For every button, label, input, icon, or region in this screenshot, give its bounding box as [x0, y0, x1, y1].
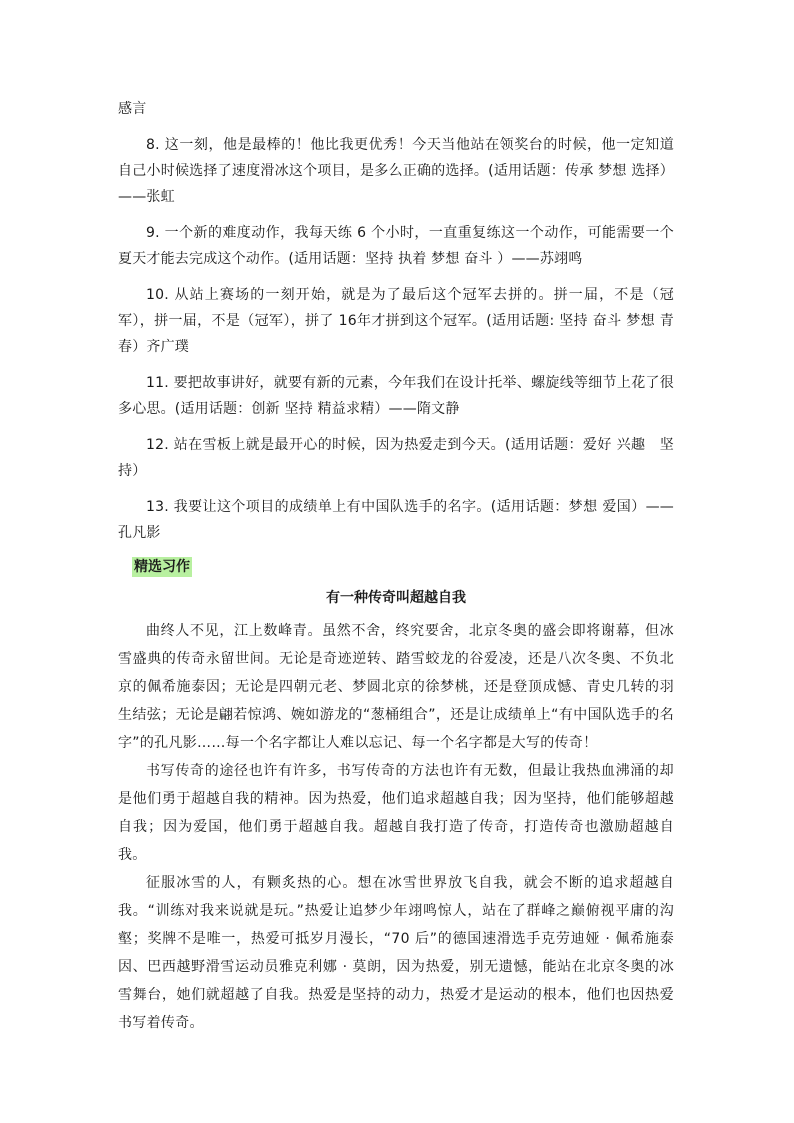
intro-line: 感言	[118, 101, 147, 117]
quote-item: 9. 一个新的难度动作，我每天练 6 个小时，一直重复练这一个动作，可能需要一个夏天才能去完成这个动作。(适用话题：坚持 执着 梦想 奋斗 ）——苏翊鸣	[118, 225, 674, 267]
quote-item: 11. 要把故事讲好，就要有新的元素，今年我们在设计托举、螺旋线等细节上花了很多心思。(适用话题：创新 坚持 精益求精）——隋文静	[118, 375, 674, 417]
quote-item: 10. 从站上赛场的一刻开始，就是为了最后这个冠军去拼的。拼一届，不是（冠军），拼一届，不是（冠军），拼了 16年才拼到这个冠军。(适用话题: 坚持 奋斗 梦想 青春）齐广璞	[118, 287, 674, 355]
document-body	[118, 96, 674, 1037]
essay-paragraph: 书写传奇的途径也许有许多，书写传奇的方法也许有无数，但最让我热血沸涌的却是他们勇于超越自我的精神。因为热爱，他们追求超越自我；因为坚持，他们能够超越自我；因为爱国，他们勇于超越自我。超越自我打造了传奇，打造传奇也激励超越自我。	[118, 763, 674, 863]
quote-item: 13. 我要让这个项目的成绩单上有中国队选手的名字。(适用话题：梦想 爱国）——孔凡影	[118, 499, 674, 541]
essay-paragraph: 征服冰雪的人，有颗炙热的心。想在冰雪世界放飞自我，就会不断的追求超越自我。“训练对我来说就是玩。”热爱让追梦少年翊鸣惊人，站在了群峰之巅俯视平庸的沟壑；奖牌不是唯一，热爱可抵岁月漫长，“70 后”的德国速滑选手克劳迪娅 · 佩希施泰因、巴西越野滑雪运动员雅克利娜 · 莫朗，因为热爱，别无遗憾，能站在北京冬奥的冰雪舞台，她们就超越了自我。热爱是坚持的动力，热爱才是运动的根本，他们也因热爱书写着传奇。	[118, 875, 674, 1031]
section-label-highlight: 精选习作	[134, 559, 190, 575]
quote-item: 12. 站在雪板上就是最开心的时候，因为热爱走到今天。(适用话题：爱好 兴趣 坚持）	[118, 437, 674, 479]
quote-item: 8. 这一刻，他是最棒的！他比我更优秀！今天当他站在领奖台的时候，他一定知道自己小时候选择了速度滑冰这个项目，是多么正确的选择。(适用话题：传承 梦想 选择）——张虹	[118, 137, 674, 205]
essay-paragraph: 曲终人不见，江上数峰青。虽然不舍，终究要舍，北京冬奥的盛会即将谢幕，但冰雪盛典的传奇永留世间。无论是奇迹逆转、踏雪蛟龙的谷爱凌，还是八次冬奥、不负北京的佩希施泰因；无论是四朝元老、梦圆北京的徐梦桃，还是登顶成憾、青史几转的羽生结弦；无论是翩若惊鸿、婉如游龙的“葱桶组合”，还是让成绩单上“有中国队选手的名字”的孔凡影……每一个名字都让人难以忘记、每一个名字都是大写的传奇！	[118, 623, 674, 751]
essay-title: 有一种传奇叫超越自我	[326, 590, 466, 606]
